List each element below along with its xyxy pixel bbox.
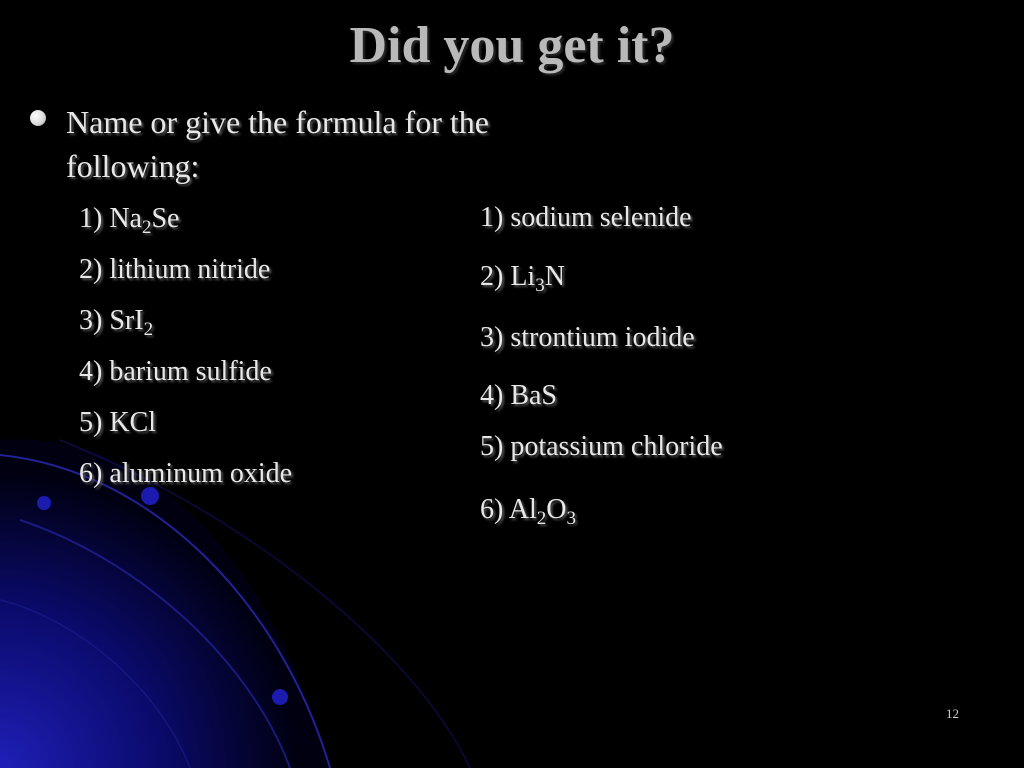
question-1: 1) $Na_2Se$ [79,203,180,238]
answer-1: 1) sodium selenide [480,202,692,233]
prompt-text: Name or give the formula for the following: [66,104,489,184]
question-4: 4) barium sulfide [79,356,272,387]
page-number: 12 [946,706,959,721]
decor-dot-1 [37,496,51,510]
question-5: 5) KCl [79,407,157,438]
bullet-dot-icon [30,110,46,126]
question-6: 6) aluminum oxide [79,458,293,489]
answer-3: 3) strontium iodide [480,322,695,353]
question-3: 3) SrI$_2$ [79,305,154,340]
answer-2: 2) $Li_3N$ [480,261,565,296]
prompt-bullet [30,100,500,188]
question-2: 2) lithium nitride [79,254,271,285]
answer-5: 5) potassium chloride [480,431,723,462]
decor-dot-3 [272,689,288,705]
slide-title: Did you get it? [349,17,675,74]
answer-4: 4) BaS [480,380,558,411]
answer-6: 6) $Al_2O_3$ [480,494,577,529]
